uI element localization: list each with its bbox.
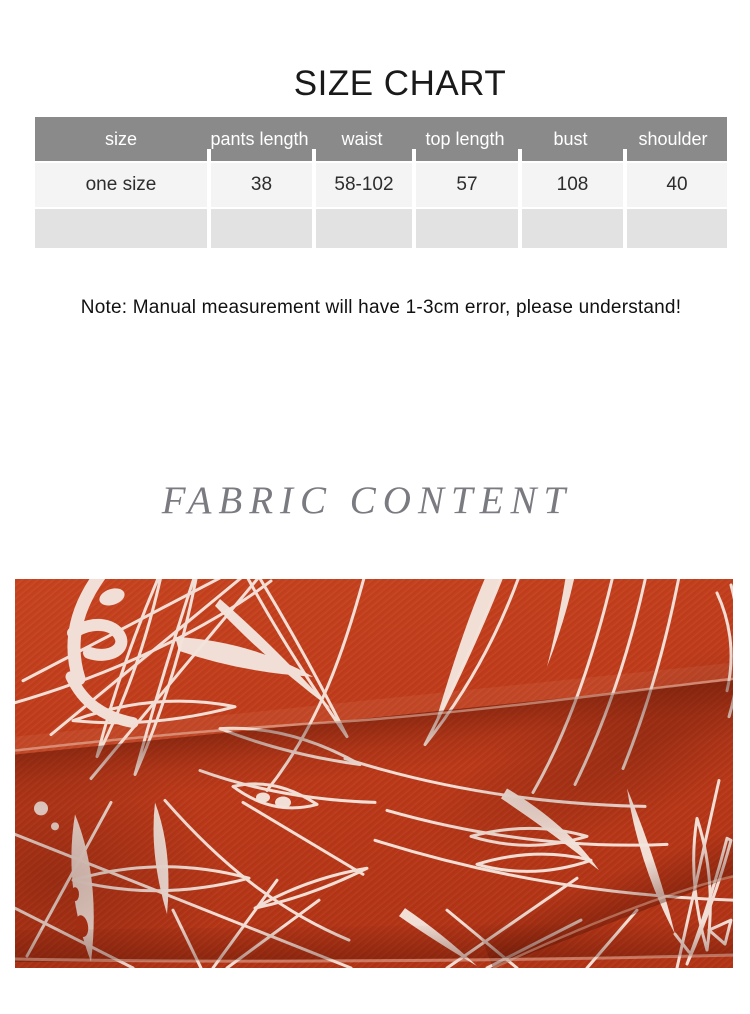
table-header-row bbox=[35, 117, 727, 161]
header-cell-waist: waist bbox=[341, 129, 383, 149]
size-chart-table bbox=[35, 117, 727, 248]
measurement-note: Note: Manual measurement will have 1-3cm error, please understand! bbox=[80, 297, 682, 318]
cell-top-length: 57 bbox=[416, 163, 518, 207]
fabric-content-heading: FABRIC CONTENT bbox=[161, 479, 573, 523]
cell-bust: 108 bbox=[522, 163, 623, 207]
table-row bbox=[35, 163, 727, 207]
cell-waist: 58-102 bbox=[316, 163, 412, 207]
column-divider-tick bbox=[623, 149, 627, 161]
fabric-photo-graphic bbox=[15, 579, 733, 968]
size-chart-title: SIZE CHART bbox=[293, 64, 507, 104]
table-row-empty bbox=[35, 209, 727, 248]
header-cell-top-length: top length bbox=[425, 129, 505, 149]
header-cell-shoulder: shoulder bbox=[638, 129, 708, 149]
column-divider-tick bbox=[518, 149, 522, 161]
fabric-photo bbox=[15, 579, 733, 968]
empty-cell bbox=[35, 209, 207, 248]
header-cell-size: size bbox=[104, 129, 137, 149]
column-divider-tick bbox=[412, 149, 416, 161]
empty-cell bbox=[627, 209, 727, 248]
cell-size: one size bbox=[35, 163, 207, 207]
column-divider-tick bbox=[312, 149, 316, 161]
empty-cell bbox=[522, 209, 623, 248]
column-divider-tick bbox=[207, 149, 211, 161]
cell-shoulder: 40 bbox=[627, 163, 727, 207]
cell-pants-length: 38 bbox=[211, 163, 312, 207]
header-cell-pants-length: pants length bbox=[210, 129, 309, 149]
header-cell-bust: bust bbox=[553, 129, 588, 149]
empty-cell bbox=[211, 209, 312, 248]
empty-cell bbox=[416, 209, 518, 248]
empty-cell bbox=[316, 209, 412, 248]
